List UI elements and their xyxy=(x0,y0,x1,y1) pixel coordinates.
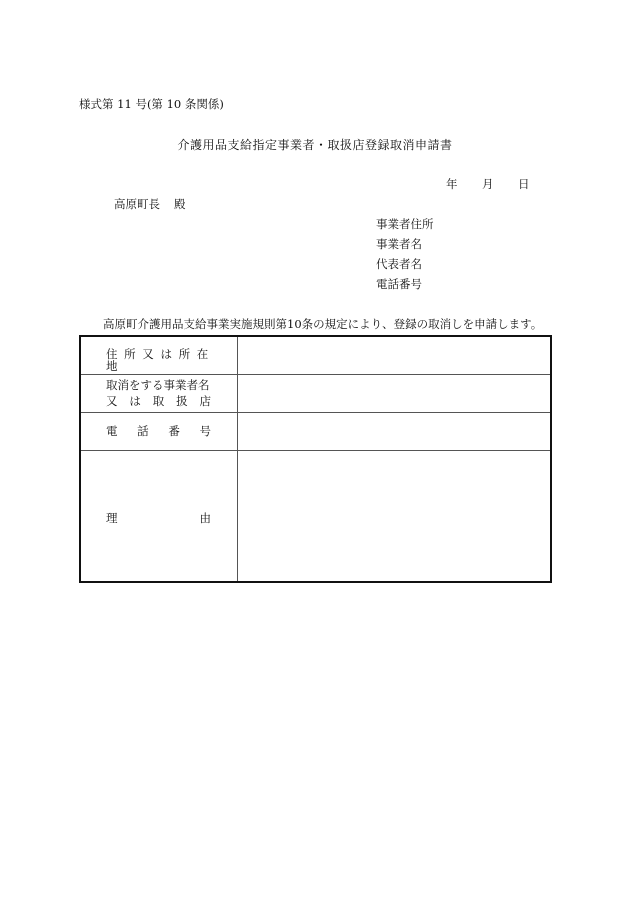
table-row-reason xyxy=(81,450,550,581)
label-char: 又 xyxy=(106,394,118,408)
business-name-value-cell[interactable] xyxy=(238,375,550,412)
address-value-cell[interactable] xyxy=(238,337,550,374)
reason-label-cell xyxy=(81,451,238,581)
date-line xyxy=(446,179,530,193)
table-row-business-name xyxy=(81,374,550,412)
label-char: 電 xyxy=(106,424,118,438)
label-char: 店 xyxy=(199,394,211,408)
application-table xyxy=(79,335,552,583)
label-char: 取 xyxy=(152,394,165,408)
label-char: 番 xyxy=(168,424,180,438)
applicant-phone-label: 電話番号 xyxy=(376,277,422,291)
applicant-address-label: 事業者住所 xyxy=(376,217,434,231)
date-day-label: 日 xyxy=(518,177,530,191)
label-char: 話 xyxy=(137,424,149,438)
table-row-address xyxy=(81,337,550,374)
business-name-label-cell xyxy=(81,375,238,412)
address-label: 住 所 又 は 所 在 地 xyxy=(106,347,210,373)
addressee xyxy=(114,199,186,211)
label-char: 号 xyxy=(199,424,211,438)
business-name-label-line2 xyxy=(106,396,211,408)
phone-label-cell xyxy=(81,413,238,450)
applicant-representative-label: 代表者名 xyxy=(376,257,422,271)
label-char: は xyxy=(129,394,141,408)
address-label-cell xyxy=(81,337,238,374)
form-number: 様式第 11 号(第 10 条関係) xyxy=(79,97,224,111)
applicant-name-label: 事業者名 xyxy=(376,237,422,251)
reason-value-cell[interactable] xyxy=(238,451,550,581)
label-char: 由 xyxy=(199,511,211,525)
phone-label xyxy=(106,426,211,438)
application-statement: 高原町介護用品支給事業実施規則第10条の規定により、登録の取消しを申請します。 xyxy=(103,317,543,331)
addressee-name: 高原町長 xyxy=(114,197,160,211)
label-char: 扱 xyxy=(176,394,188,408)
phone-value-cell[interactable] xyxy=(238,413,550,450)
addressee-honorific: 殿 xyxy=(174,197,186,211)
form-title: 介護用品支給指定事業者・取扱店登録取消申請書 xyxy=(177,138,453,152)
business-name-label-line1: 取消をする事業者名 xyxy=(106,378,210,392)
table-row-phone xyxy=(81,412,550,450)
date-year-label: 年 xyxy=(446,177,458,191)
label-char: 理 xyxy=(106,511,118,525)
reason-label xyxy=(106,513,211,525)
date-month-label: 月 xyxy=(482,177,494,191)
